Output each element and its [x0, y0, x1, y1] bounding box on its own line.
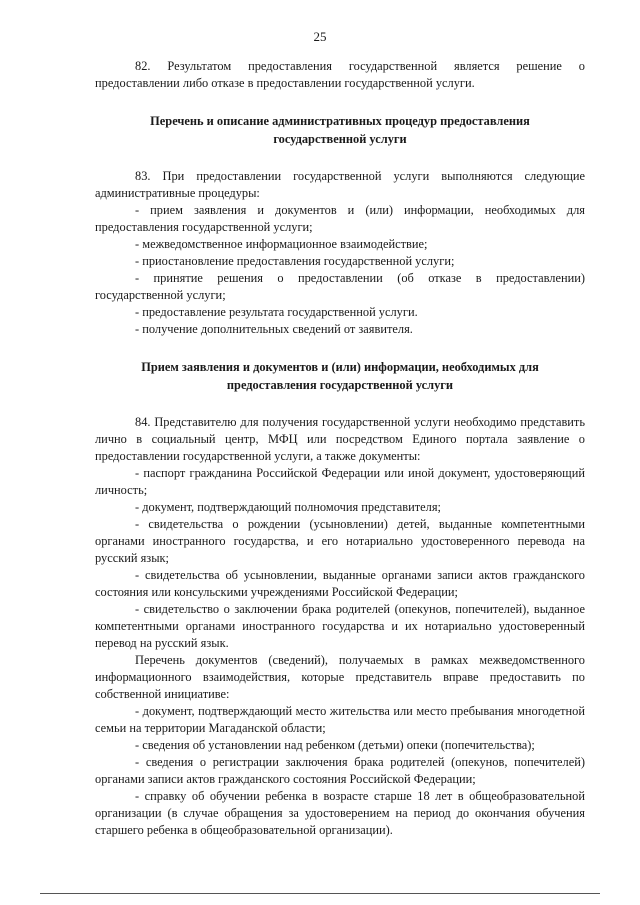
- list-item: - межведомственное информационное взаимодействие;: [135, 237, 428, 251]
- list-item: - документ, подтверждающий полномочия представителя;: [135, 500, 441, 514]
- page-number: 25: [313, 29, 327, 44]
- list-item: - документ, подтверждающий место жительства или место пребывания многодетной семьи на территории Магаданской области;: [95, 704, 585, 735]
- section-heading-application: Прием заявления и документов и (или) информации, необходимых для предоставления государственной услуги: [141, 360, 539, 392]
- list-item: - прием заявления и документов и (или) информации, необходимых для предоставления государственной услуги;: [95, 203, 585, 234]
- list-item: - получение дополнительных сведений от заявителя.: [135, 322, 413, 336]
- paragraph-interagency-list: Перечень документов (сведений), получаемых в рамках межведомственного информационного взаимодействия, которые представитель вправе предоставить по собственной инициативе:: [95, 653, 585, 701]
- list-item: - принятие решения о предоставлении (об отказе в предоставлении) государственной услуги;: [95, 271, 585, 302]
- list-item: - сведения о регистрации заключения брака родителей (опекунов, попечителей) органами записи актов гражданского состояния Российской Федерации;: [95, 755, 585, 786]
- paragraph-84: 84. Представителю для получения государственной услуги необходимо представить лично в социальный центр, МФЦ или посредством Единого портала заявление о предоставлении государственной услуги, а также документы:: [95, 415, 585, 463]
- page-bottom-rule: [40, 893, 600, 894]
- list-item: - свидетельства о рождении (усыновлении) детей, выданные компетентными органами иностранного государства, и его нотариально удостоверенного перевода на русский язык;: [95, 517, 585, 565]
- list-item: - свидетельство о заключении брака родителей (опекунов, попечителей), выданное компетентными органами иностранного государства и их нотариально удостоверенный перевод на русский язык.: [95, 602, 585, 650]
- list-item: - предоставление результата государственной услуги.: [135, 305, 418, 319]
- list-item: - сведения об установлении над ребенком (детьми) опеки (попечительства);: [135, 738, 535, 752]
- list-item: - паспорт гражданина Российской Федерации или иной документ, удостоверяющий личность;: [95, 466, 585, 497]
- list-item: - свидетельства об усыновлении, выданные органами записи актов гражданского состояния или консульскими учреждениями Российской Федерации;: [95, 568, 585, 599]
- document-body: [95, 58, 585, 839]
- list-item: - приостановление предоставления государственной услуги;: [135, 254, 455, 268]
- paragraph-83: 83. При предоставлении государственной услуги выполняются следующие административные процедуры:: [95, 169, 585, 200]
- list-item: - справку об обучении ребенка в возрасте старше 18 лет в общеобразовательной организации (в случае обращения за удостоверением на период до окончания обучения старшего ребенка в общеобразовательной организации).: [95, 789, 585, 837]
- paragraph-82: 82. Результатом предоставления государственной является решение о предоставлении либо отказе в предоставлении государственной услуги.: [95, 59, 585, 90]
- section-heading-procedures: Перечень и описание административных процедур предоставления государственной услуги: [150, 114, 530, 146]
